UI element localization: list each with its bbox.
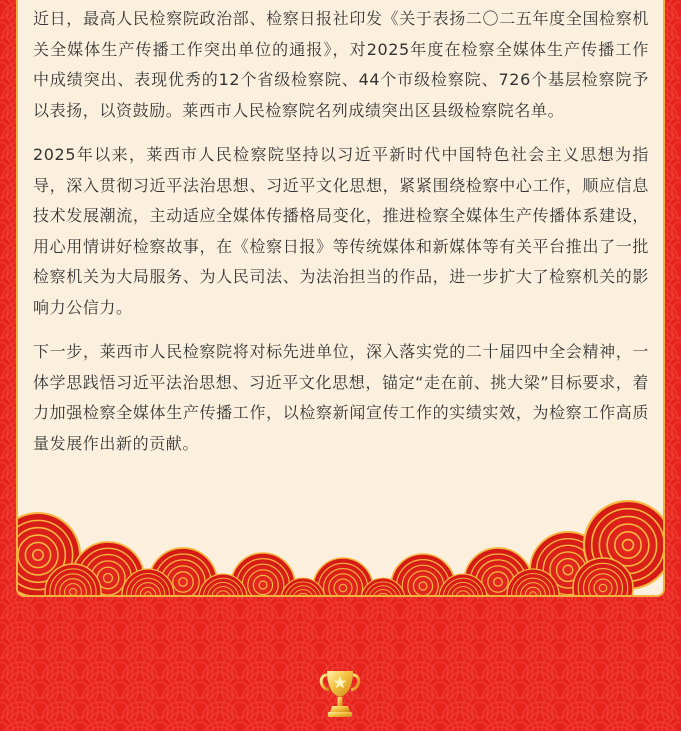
auspicious-cloud-icon bbox=[18, 500, 663, 595]
article-paragraph-2: 2025年以来，莱西市人民检察院坚持以习近平新时代中国特色社会主义思想为指导，深入贯彻习近平法治思想、习近平文化思想，紧紧围绕检察中心工作，顺应信息技术发展潮流，主动适应全媒体传播格局变化，推进检察全媒体生产传播体系建设，用心用情讲好检察故事，在《检察日报》等传统媒体和新媒体等有关平台推出了一批检察机关为大局服务、为人民司法、为法治担当的作品，进一步扩大了检察机关的影响力公信力。 bbox=[33, 145, 649, 317]
article-panel bbox=[16, 0, 665, 597]
gold-trophy-icon bbox=[319, 668, 361, 720]
article-paragraph-1: 近日，最高人民检察院政治部、检察日报社印发《关于表扬二〇二五年度全国检察机关全媒体生产传播工作突出单位的通报》，对2025年度在检察全媒体生产传播工作中成绩突出、表现优秀的12个省级检察院、44个市级检察院、726个基层检察院予以表扬，以资鼓励。莱西市人民检察院名列成绩突出区县级检察院名单。 bbox=[33, 9, 649, 120]
article-body bbox=[33, 4, 649, 473]
article-paragraph-3: 下一步，莱西市人民检察院将对标先进单位，深入落实党的二十届四中全会精神，一体学思践悟习近平法治思想、习近平文化思想，锚定“走在前、挑大梁”目标要求，着力加强检察全媒体生产传播工作，以检察新闻宣传工作的实绩实效，为检察工作高质量发展作出新的贡献。 bbox=[33, 342, 649, 453]
